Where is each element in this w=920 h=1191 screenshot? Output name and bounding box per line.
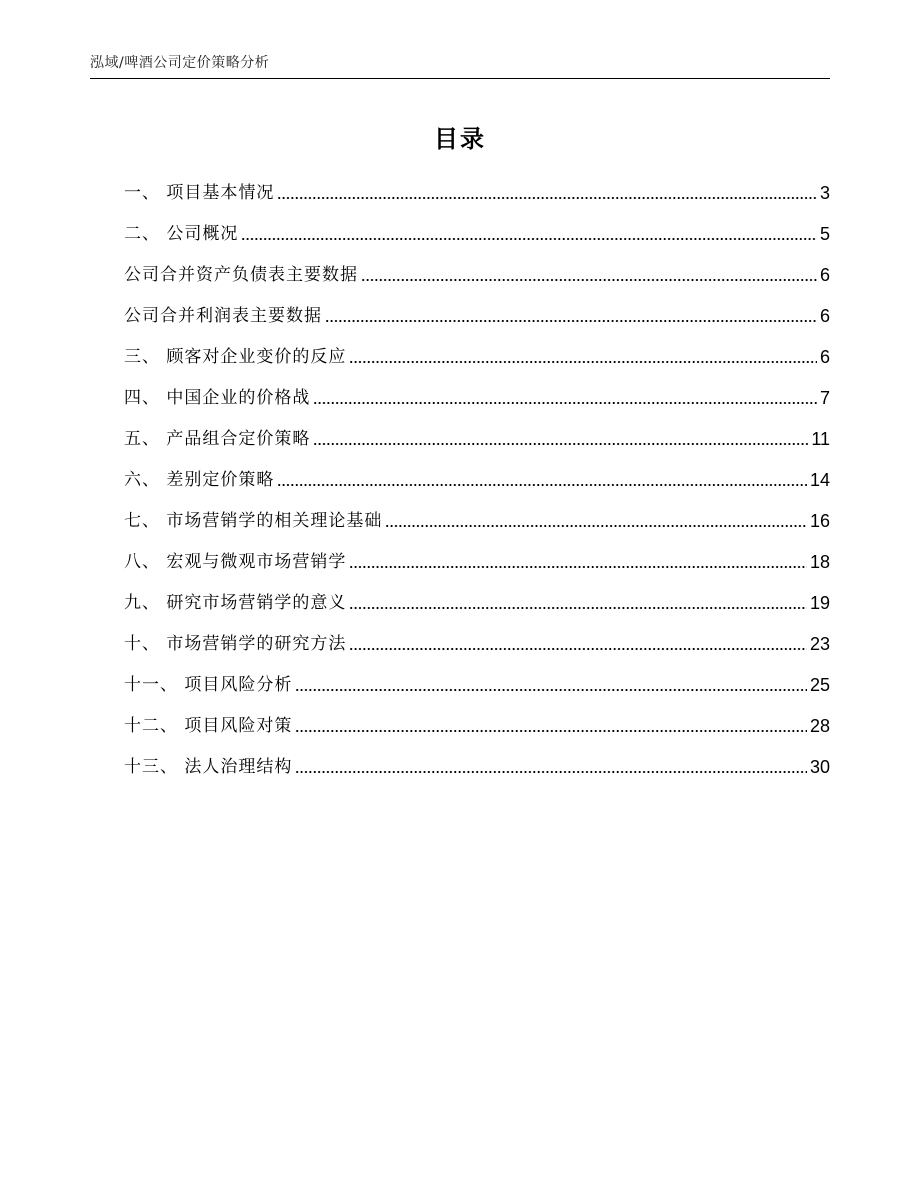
toc-entry-label: 八、 宏观与微观市场营销学 [124, 551, 347, 572]
toc-entry-page: 5 [819, 223, 830, 244]
toc-entry-page: 28 [809, 715, 830, 736]
table-of-contents [124, 172, 830, 787]
dot-leader [313, 442, 808, 446]
toc-entry-label: 十三、 法人治理结构 [124, 756, 293, 777]
toc-entry-label: 九、 研究市场营销学的意义 [124, 592, 347, 613]
toc-entry-page: 16 [809, 510, 830, 531]
toc-entry[interactable] [124, 705, 830, 746]
toc-entry-page: 11 [811, 428, 830, 449]
toc-entry[interactable] [124, 172, 830, 213]
toc-entry[interactable] [124, 295, 830, 336]
toc-entry[interactable] [124, 459, 830, 500]
toc-entry-label: 公司合并利润表主要数据 [124, 305, 322, 326]
toc-entry-page: 3 [819, 182, 830, 203]
toc-title: 目录 [434, 125, 486, 153]
toc-entry-page: 7 [819, 387, 830, 408]
toc-entry-label: 一、 项目基本情况 [124, 182, 275, 203]
toc-entry-page: 25 [809, 674, 830, 695]
toc-entry[interactable] [124, 582, 830, 623]
toc-entry[interactable] [124, 418, 830, 459]
dot-leader [361, 278, 817, 282]
running-header: 泓域/啤酒公司定价策略分析 [90, 55, 270, 71]
toc-entry-page: 6 [819, 264, 830, 285]
toc-entry-label: 五、 产品组合定价策略 [124, 428, 311, 449]
toc-entry-label: 七、 市场营销学的相关理论基础 [124, 510, 383, 531]
toc-entry-label: 四、 中国企业的价格战 [124, 387, 311, 408]
toc-entry-page: 6 [819, 346, 830, 367]
toc-entry[interactable] [124, 541, 830, 582]
toc-entry[interactable] [124, 254, 830, 295]
dot-leader [325, 319, 817, 323]
toc-entry[interactable] [124, 336, 830, 377]
toc-entry-page: 6 [819, 305, 830, 326]
toc-entry-page: 14 [809, 469, 830, 490]
dot-leader [295, 770, 807, 774]
dot-leader [349, 360, 817, 364]
dot-leader [295, 688, 807, 692]
toc-entry[interactable] [124, 500, 830, 541]
toc-entry-label: 三、 顾客对企业变价的反应 [124, 346, 347, 367]
dot-leader [385, 524, 807, 528]
toc-entry-page: 30 [809, 756, 830, 777]
toc-entry[interactable] [124, 213, 830, 254]
toc-entry-label: 六、 差别定价策略 [124, 469, 275, 490]
toc-entry[interactable] [124, 664, 830, 705]
toc-entry-page: 18 [809, 551, 830, 572]
dot-leader [313, 401, 817, 405]
dot-leader [349, 565, 807, 569]
toc-entry[interactable] [124, 746, 830, 787]
toc-entry-label: 二、 公司概况 [124, 223, 239, 244]
toc-entry-page: 19 [809, 592, 830, 613]
toc-entry-label: 十一、 项目风险分析 [124, 674, 293, 695]
dot-leader [349, 606, 807, 610]
dot-leader [277, 196, 817, 200]
toc-entry-label: 十二、 项目风险对策 [124, 715, 293, 736]
dot-leader [241, 237, 817, 241]
toc-entry-label: 公司合并资产负债表主要数据 [124, 264, 358, 285]
header-divider [90, 78, 830, 79]
toc-entry-label: 十、 市场营销学的研究方法 [124, 633, 347, 654]
dot-leader [277, 483, 807, 487]
toc-entry[interactable] [124, 377, 830, 418]
toc-entry[interactable] [124, 623, 830, 664]
toc-entry-page: 23 [809, 633, 830, 654]
dot-leader [349, 647, 807, 651]
dot-leader [295, 729, 807, 733]
